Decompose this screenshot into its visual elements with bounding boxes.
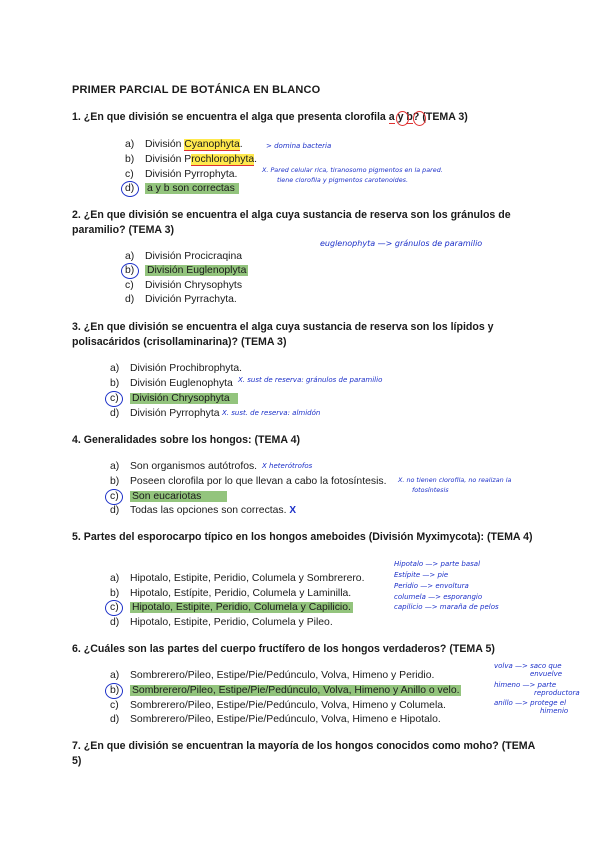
option-1b: b) División Prochlorophyta. — [125, 154, 258, 165]
option-5c: c) Hipotalo, Estipite, Peridio, Columela y Capilicio. — [110, 602, 351, 613]
handwritten-note: X heterótrofos — [262, 462, 313, 470]
handwritten-note: himenio — [540, 707, 569, 715]
option-5d: d) Hipotalo, Estipite, Peridio, Columela y Pileo. — [110, 617, 333, 628]
handwritten-note: euglenophyta —> gránulos de paramilio — [320, 239, 483, 248]
option-3b: b) División Euglenophyta — [110, 378, 233, 389]
handwritten-note: columela —> esporangio — [394, 593, 483, 601]
red-circle-mark — [396, 111, 409, 126]
option-1a: a) División Cyanophyta. — [125, 139, 243, 150]
option-4b: b) Poseen clorofila por lo que llevan a cabo la fotosíntesis. — [110, 476, 387, 487]
handwritten-note: > domina bacteria — [266, 142, 332, 150]
option-4a: a) Son organismos autótrofos. — [110, 461, 258, 472]
option-2a: a) División Procicraqina — [125, 251, 243, 262]
answer-circle — [105, 683, 123, 699]
question-4: 4. Generalidades sobre los hongos: (TEMA 4) — [72, 434, 301, 446]
option-1c: c) División Pyrrophyta. — [125, 169, 238, 180]
answer-circle — [105, 391, 123, 407]
handwritten-note: fotosíntesis — [412, 486, 449, 494]
option-2d: d) Divición Pyrrachyta. — [125, 294, 237, 305]
handwritten-note: volva —> saco que — [494, 662, 562, 670]
question-7: 7. ¿En que división se encuentran la mayoría de los hongos conocidos como moho? (TEMA 5) — [72, 740, 535, 767]
answer-circle — [121, 263, 139, 279]
handwritten-note: Estípite —> pie — [394, 571, 449, 579]
answer-circle — [105, 600, 123, 616]
handwritten-note: tiene clorofila y pigmentos carotenoides. — [277, 176, 408, 184]
option-5a: a) Hipotalo, Estipite, Peridio, Columela y Sombrerero. — [110, 573, 365, 584]
answer-circle — [105, 489, 123, 505]
handwritten-note: Hipotalo —> parte basal — [394, 560, 481, 568]
answer-circle — [121, 181, 139, 197]
option-4d: d) Todas las opciones son correctas. X — [110, 505, 297, 516]
option-6c: c) Sombrerero/Pileo, Estipe/Pie/Pedúnculo, Volva, Himeno y Columela. — [110, 700, 446, 711]
red-circle-mark — [413, 111, 426, 126]
handwritten-note: himeno —> parte — [494, 681, 557, 689]
option-4c: c) Son eucariotas — [110, 490, 227, 503]
question-6: 6. ¿Cuáles son las partes del cuerpo fructífero de los hongos verdaderos? (TEMA 5) — [72, 643, 495, 655]
option-5b: b) Hipotalo, Estípite, Peridio, Columela y Laminilla. — [110, 588, 352, 599]
page-title: PRIMER PARCIAL DE BOTÁNICA EN BLANCO — [72, 84, 321, 96]
handwritten-note: envuelve — [530, 670, 563, 678]
option-2c: c) División Chrysophyts — [125, 280, 243, 291]
handwritten-note: X. sust de reserva: gránulos de paramilio — [238, 376, 383, 384]
handwritten-note: anillo —> protege el — [494, 699, 567, 707]
question-3: 3. ¿En que división se encuentra el alga cuya sustancia de reserva son los lípidos y polisacáridos (crisollaminarina)? (TEMA 3) — [72, 321, 494, 348]
option-6a: a) Sombrerero/Pileo, Estipe/Pie/Pedúnculo, Volva, Himeno y Peridio. — [110, 670, 435, 681]
x-mark: X — [289, 505, 297, 516]
option-6b: b) Sombrerero/Pileo, Estipe/Pie/Pedúnculo, Volva, Himeno y Anillo o velo. — [110, 685, 460, 696]
question-2: 2. ¿En que división se encuentra el alga cuya sustancia de reserva son los gránulos de paramilio? (TEMA 3) — [72, 209, 511, 236]
handwritten-note: X. sust. de reserva: almidón — [222, 409, 321, 417]
option-3d: d) División Pyrrophyta — [110, 408, 220, 419]
question-5: 5. Partes del esporocarpo típico en los hongos ameboides (División Myximycota): (TEMA 4) — [72, 531, 533, 543]
handwritten-note: Peridio —> envoltura — [394, 582, 469, 590]
question-1: 1. ¿En que división se encuentra el alga que presenta clorofila a y b? (TEMA 3) — [72, 111, 468, 123]
option-1d: d) a y b son correctas — [125, 182, 239, 195]
handwritten-note: capilicio —> maraña de pelos — [394, 603, 499, 611]
handwritten-note: X. Pared celular rica, tiranosomo pigmentos en la pared. — [262, 166, 443, 174]
option-3c: c) División Chrysophyta — [110, 392, 238, 405]
option-6d: d) Sombrerero/Pileo, Estipe/Pie/Pedúnculo, Volva, Himeno e Hipotalo. — [110, 714, 441, 725]
handwritten-note: reproductora — [534, 689, 580, 697]
option-3a: a) División Prochibrophyta. — [110, 363, 243, 374]
handwritten-note: X. no tienen clorofila, no realizan la — [398, 476, 512, 484]
option-2b: b) División Euglenoplyta — [125, 265, 247, 276]
